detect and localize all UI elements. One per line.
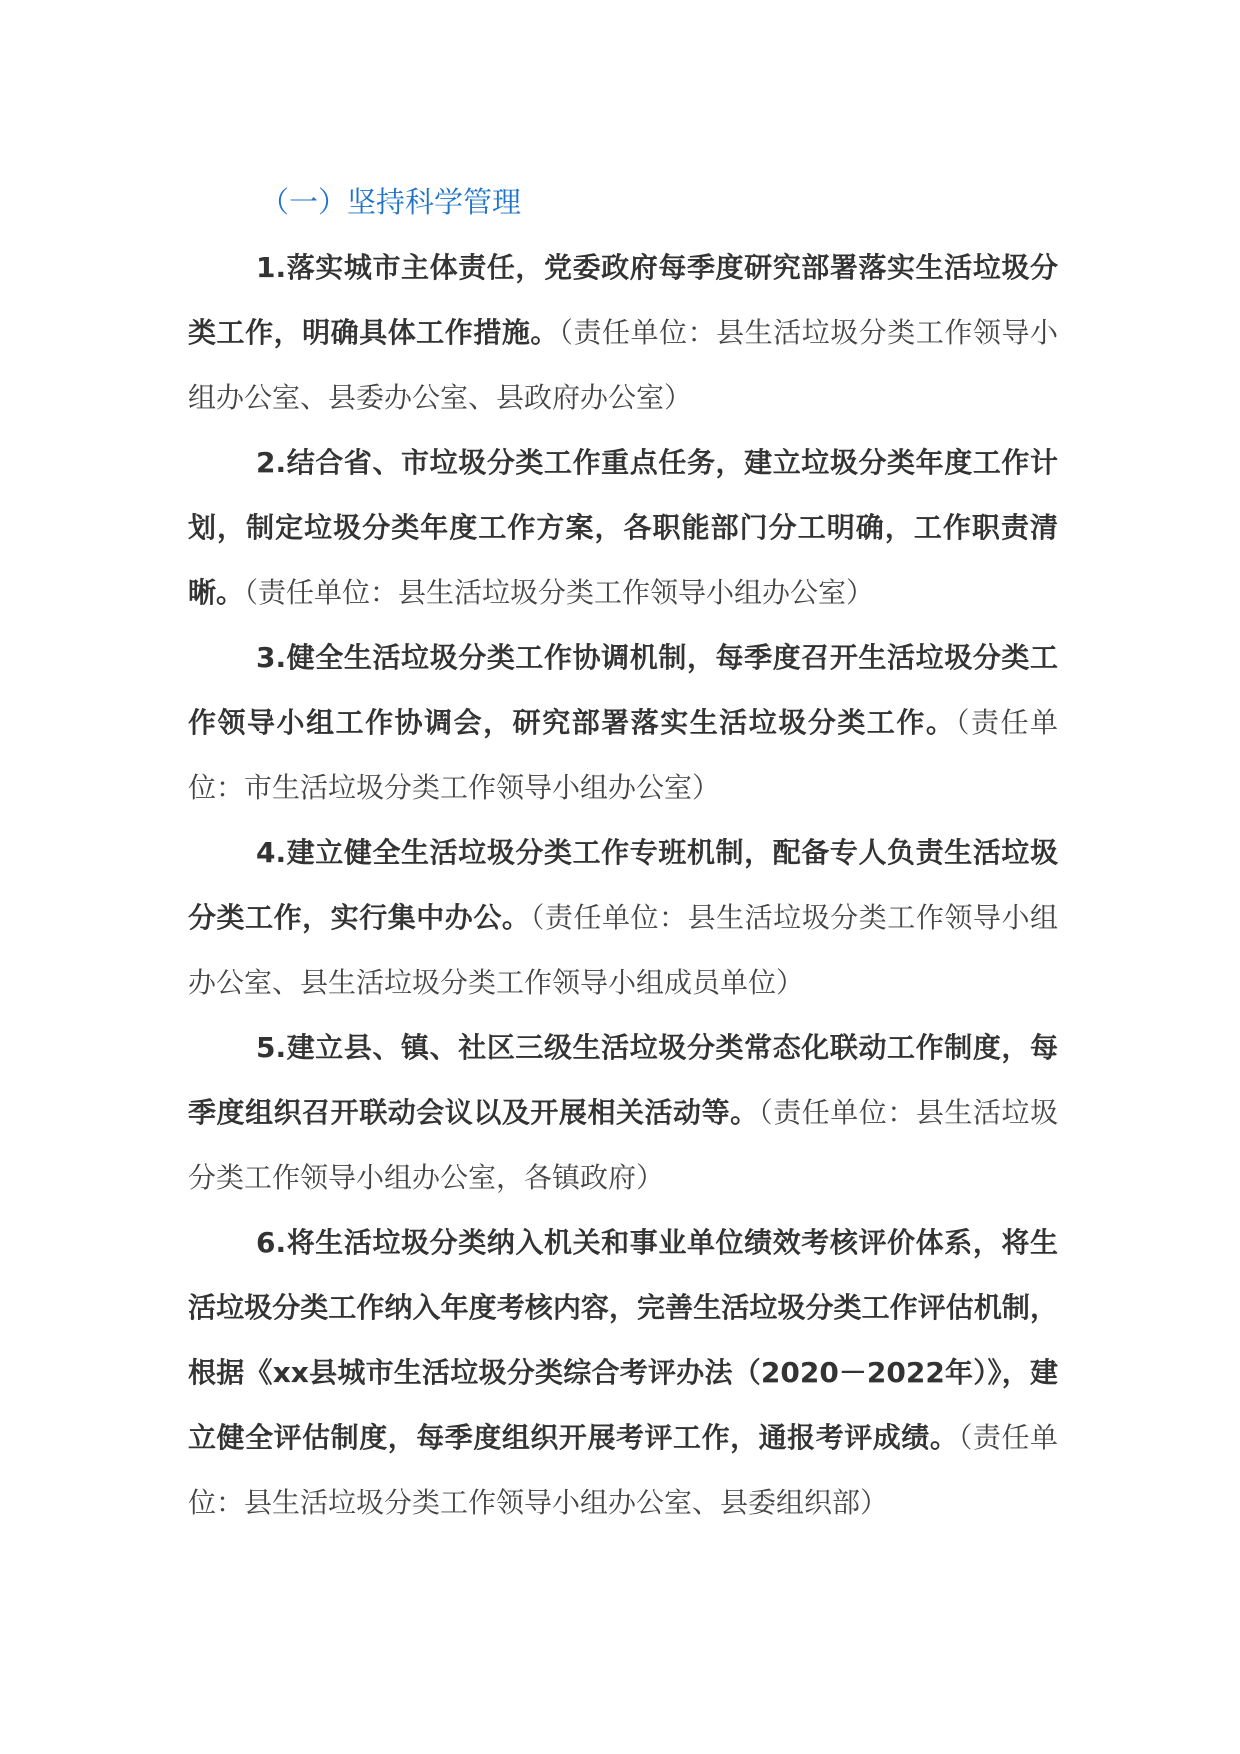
document-page — [188, 170, 1058, 1535]
responsible-unit: （责任单位：县生活垃圾分类工作领导小组办公室，各镇政府） — [188, 1096, 1058, 1194]
responsible-unit: （责任单位：市生活垃圾分类工作领导小组办公室） — [188, 706, 1058, 804]
responsible-unit: （责任单位：县生活垃圾分类工作领导小组办公室） — [244, 576, 875, 609]
item-text: 3.健全生活垃圾分类工作协调机制，每季度召开生活垃圾分类工作领导小组工作协调会，研究部署落实生活垃圾分类工作。 — [188, 641, 1058, 739]
item-text: 4.建立健全生活垃圾分类工作专班机制，配备专人负责生活垃圾分类工作，实行集中办公。 — [188, 836, 1058, 934]
item-text: 5.建立县、镇、社区三级生活垃圾分类常态化联动工作制度，每季度组织召开联动会议以及开展相关活动等。 — [188, 1031, 1058, 1129]
list-item — [188, 820, 1058, 1015]
list-item — [188, 1015, 1058, 1210]
item-text: 1.落实城市主体责任，党委政府每季度研究部署落实生活垃圾分类工作，明确具体工作措施。 — [188, 251, 1058, 349]
section-heading: （一）坚持科学管理 — [260, 185, 522, 219]
list-item — [188, 625, 1058, 820]
list-item — [188, 1210, 1058, 1535]
item-text: 2.结合省、市垃圾分类工作重点任务，建立垃圾分类年度工作计划，制定垃圾分类年度工作方案，各职能部门分工明确，工作职责清晰。 — [188, 446, 1058, 609]
responsible-unit: （责任单位：县生活垃圾分类工作领导小组办公室、县生活垃圾分类工作领导小组成员单位） — [188, 901, 1058, 999]
item-text: 6.将生活垃圾分类纳入机关和事业单位绩效考核评价体系，将生活垃圾分类工作纳入年度考核内容，完善生活垃圾分类工作评估机制，根据《xx县城市生活垃圾分类综合考评办法（2020－2022年）》，建立健全评估制度，每季度组织开展考评工作，通报考评成绩。 — [188, 1226, 1058, 1454]
responsible-unit: （责任单位：县生活垃圾分类工作领导小组办公室、县委办公室、县政府办公室） — [188, 316, 1058, 414]
list-item — [188, 235, 1058, 430]
responsible-unit: （责任单位：县生活垃圾分类工作领导小组办公室、县委组织部） — [188, 1421, 1058, 1519]
list-item — [188, 430, 1058, 625]
